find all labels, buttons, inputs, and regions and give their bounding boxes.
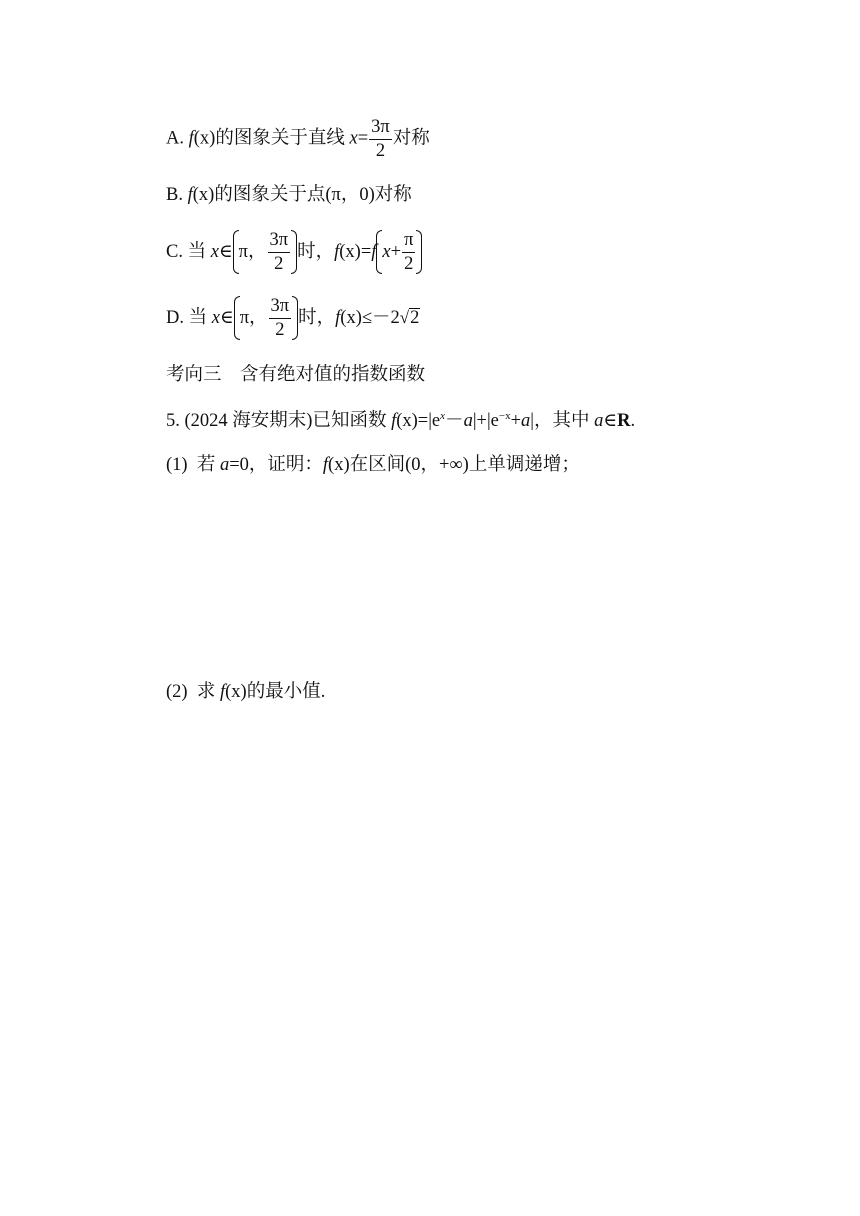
question-5-part-2: (2) 求 f(x)的最小值. xyxy=(166,682,326,702)
option-b: B. f(x)的图象关于点(π，0)对称 xyxy=(166,185,412,205)
fraction: $\frac{\pi}{2}$ xyxy=(404,230,414,274)
question-5: 5. (2024 海安期末)已知函数 $f(x)=|e^x-a|+|e^{-x}+a|$，其中 a∈R. xyxy=(166,410,636,431)
fraction: $\frac{3\pi}{2}$ xyxy=(269,230,289,274)
question-5-part-1: (1) 若 a=0，证明：f(x)在区间(0，+∞)上单调递增； xyxy=(166,455,580,475)
right-bracket xyxy=(416,230,422,274)
section-title: 考向三 含有绝对值的指数函数 xyxy=(166,365,426,385)
option-d: D. 当 x ∈ π， $\frac{3\pi}{2}$ 时， f (x) ≤－2 √2 xyxy=(166,296,420,340)
option-a: A. f(x)的图象关于直线 x= $\frac{3\pi}{2}$ 对称 xyxy=(166,117,430,161)
fraction: $\frac{3\pi}{2}$ xyxy=(270,296,290,340)
option-c: C. 当 x ∈ π， $\frac{3\pi}{2}$ 时， f (x) = f x + $\frac{\pi}{2}$ xyxy=(166,230,422,274)
square-root: √2 xyxy=(399,308,420,329)
fraction: $\frac{3\pi}{2}$ xyxy=(371,117,390,161)
